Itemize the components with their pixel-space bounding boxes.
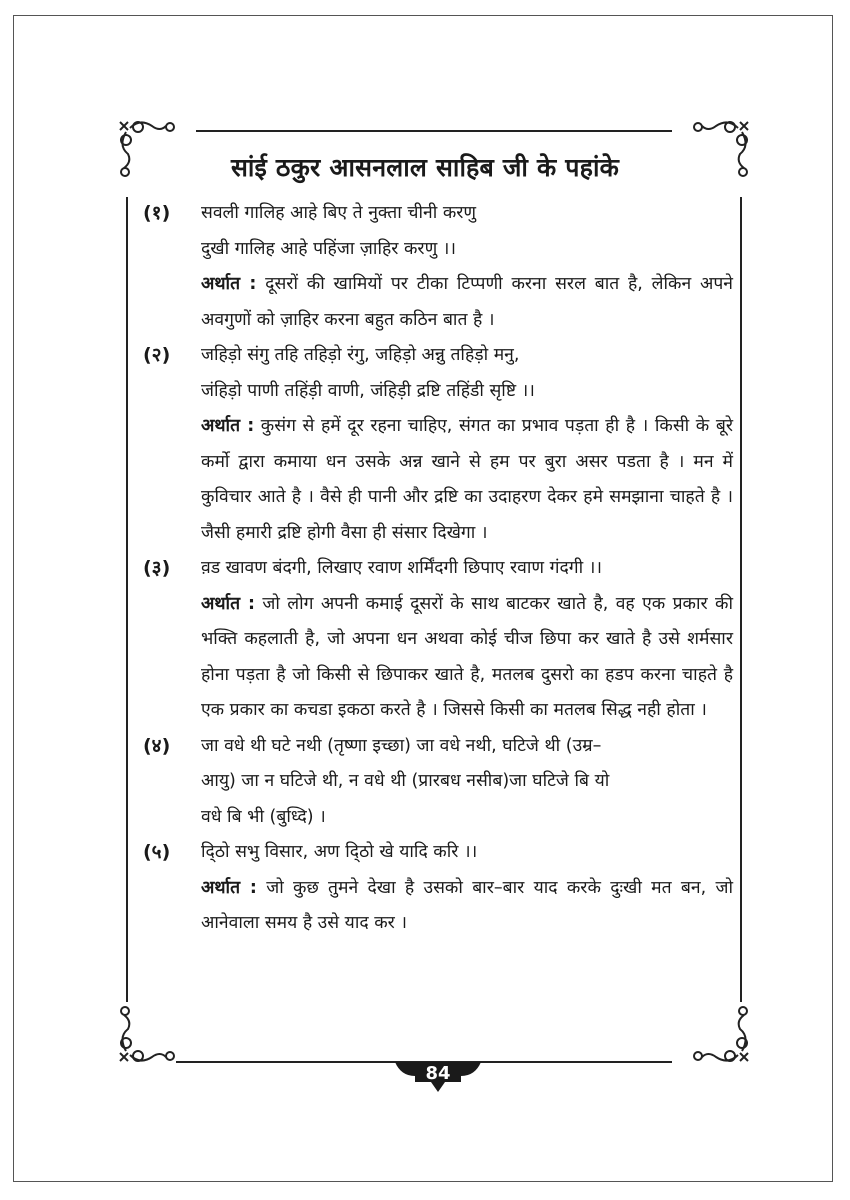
saying-number: (२) (143, 344, 171, 366)
verse-line: जंहिड़ो पाणी तहिंड़ी वाणी, जंहिड़ी द्रष्टि तहिंडी सृष्टि ।। (201, 380, 535, 401)
sayings-list (143, 196, 733, 942)
saying-item (143, 835, 733, 942)
frame-top-rule (196, 130, 672, 132)
verse-line: जा वधे थी घटे नथी (तृष्णा इच्छा) जा वधे नथी, घटिजे थी (उम्र– (201, 735, 602, 756)
meaning-paragraph (201, 871, 733, 942)
corner-ornament-bottom-left-icon (116, 1003, 180, 1067)
saying-item (143, 551, 733, 729)
meaning-text: दूसरों की खामियों पर टीका टिप्पणी करना सरल बात है, लेकिन अपने अवगुणों को ज़ाहिर करना बहुत कठिन बात है । (201, 274, 733, 330)
verse-line: सवली गालिह आहे बिए ते नुक्ता चीनी करणु (201, 203, 477, 223)
frame-left-rule (126, 197, 128, 1002)
verse-line: जहिड़ो संगु तहि तहिड़ो रंगु, जहिड़ो अन्नु तहिड़ो मनु, (201, 345, 520, 365)
saying-item (143, 196, 733, 338)
meaning-label: अर्थात : (201, 416, 255, 436)
saying-number: (३) (143, 557, 171, 579)
saying-item (143, 729, 733, 836)
meaning-text: जो लोग अपनी कमाई दूसरों के साथ बाटकर खाते है, वह एक प्रकार की भक्ति कहलाती है, जो अपना धन अथवा कोई चीज छिपा कर खाते है उसे शर्मसार होना पड़ता है जो किसी से छिपाकर खाते है, मतलब दुसरो का हडप करना चाहते है एक प्रकार का कचडा इकठा करते है । जिससे किसी का मतलब सिद्ध नही होता । (201, 593, 733, 720)
meaning-text: कुसंग से हमें दूर रहना चाहिए, संगत का प्रभाव पड़ता ही है । किसी के बूरे कर्मो द्वारा कमाया धन उसके अन्न खाने से हम पर बुरा असर पडता है । मन में कुविचार आते है । वैसे ही पानी और द्रष्टि का उदाहरण देकर हमे समझाना चाहते है । जैसी हमारी द्रष्टि होगी वैसा ही संसार दिखेगा । (201, 416, 733, 543)
verse-line: दुखी गालिह आहे पहिंजा ज़ाहिर करणु ।। (201, 238, 457, 259)
meaning-paragraph (201, 409, 733, 551)
saying-item (143, 338, 733, 551)
meaning-paragraph (201, 587, 733, 729)
meaning-label: अर्थात : (201, 877, 257, 898)
saying-number: (५) (143, 841, 171, 863)
verse-line: वधे बि भी (बुध्दि) । (201, 806, 326, 827)
frame-right-rule (740, 197, 742, 1002)
page-title: सांई ठकुर आसनलाल साहिब जी के पहांके (230, 153, 620, 182)
verse-line: व़ड खावण बंदगी, लिखाए रवाण शर्मिंदगी छिपाए रवाण गंदगी ।। (201, 558, 603, 578)
meaning-text: जो कुछ तुमने देखा है उसको बार–बार याद करके दुःखी मत बन, जो आनेवाला समय है उसे याद कर । (201, 877, 733, 933)
saying-number: (१) (143, 202, 171, 224)
meaning-label: अर्थात : (201, 274, 257, 294)
verse-line: आयु) जा न घटिजे थी, न वधे थी (प्रारबध नसीब)जा घटिजे बि यो (201, 771, 610, 791)
verse-line: दि्ठो सभु विसार, अण दि्ठो खे यादि करि ।। (201, 842, 478, 862)
meaning-paragraph (201, 267, 733, 338)
meaning-label: अर्थात : (201, 593, 255, 614)
saying-number: (४) (143, 734, 171, 757)
page-number: 84 (425, 1063, 451, 1084)
corner-ornament-bottom-right-icon (688, 1003, 752, 1067)
